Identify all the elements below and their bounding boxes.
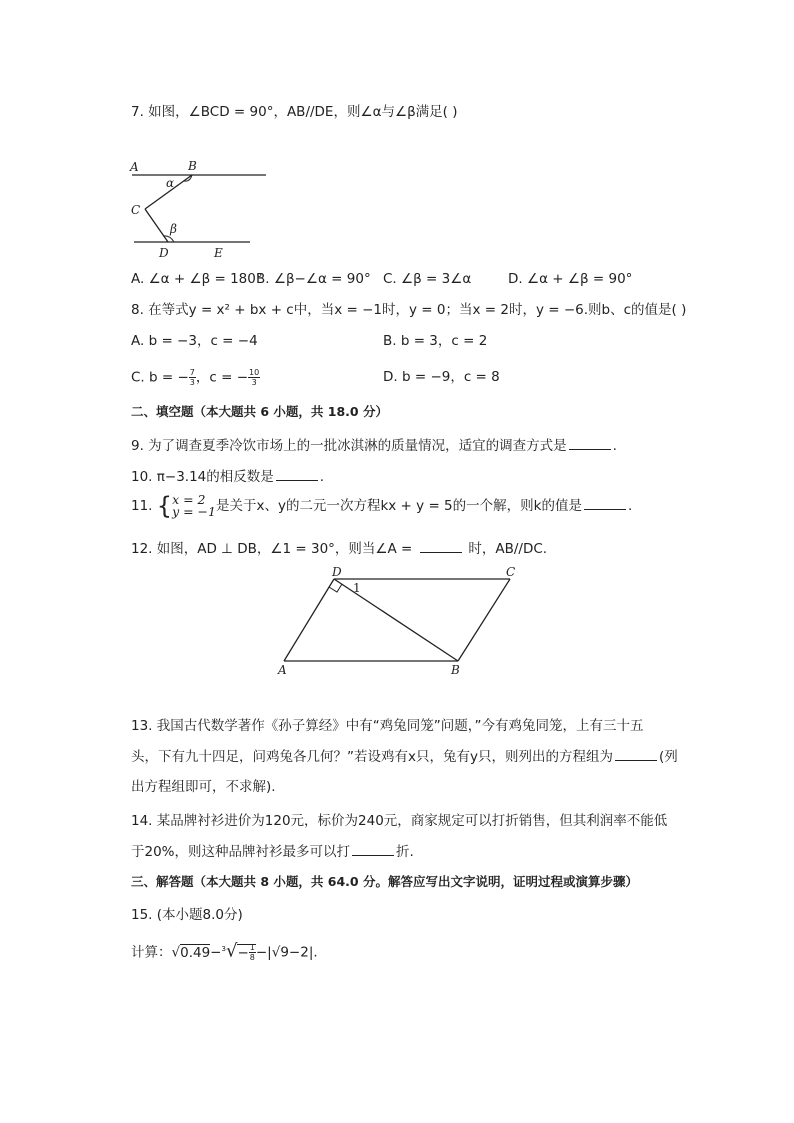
abs-open: −| [255,944,272,961]
cbrt-arg: − $\frac{1}{8}$ [237,943,255,962]
answer-blank [584,497,626,510]
q10 [131,468,324,486]
label-b: B [451,663,460,677]
sqrt-arg: 0.49 [180,944,211,961]
label-beta: β [170,222,177,236]
q11 [131,494,632,518]
label-b: B [188,159,197,173]
frac-num: 10 [249,368,260,377]
q11-text: 是关于x、y的二元一次方程kx + y = 5的一个解，则k的值是 [215,498,582,514]
sqrt-sign-2: √ [271,944,281,961]
q7-option-b: B. ∠β−∠α = 90° [256,271,371,287]
label-d: D [159,246,169,260]
answer-blank [352,843,394,856]
segment-bc [458,579,510,661]
q8-option-c [131,368,260,387]
q13-line3: 出方程组即可，不求解). [131,779,276,795]
q8-stem: 8. 在等式y = x² + bx + c中，当x = −1时，y = 0；当x = 2时，y = −6.则b、c的值是( ) [131,302,687,318]
q13-line1: 13. 我国古代数学著作《孙子算经》中有“鸡兔同笼”问题，”今有鸡兔同笼，上有三十五 [131,718,644,734]
q12-end: 时，AB//DC. [468,541,548,557]
frac-num: 1 [249,943,255,952]
q7-stem: 7. 如图，∠BCD = 90°，AB//DE，则∠α与∠β满足( ) [131,104,458,120]
section-2-heading: 二、填空题（本大题共 6 小题，共 18.0 分） [131,404,388,419]
q12-figure [276,564,526,679]
q7-option-c: C. ∠β = 3∠α [383,271,472,287]
q7-option-d: D. ∠α + ∠β = 90° [508,271,633,287]
q15-frac [249,943,256,962]
eq2: y = −1 [172,504,216,519]
q15-title: 15. (本小题8.0分) [131,907,243,923]
q10-end: . [319,469,325,485]
q13-line2-end: (列 [658,749,678,765]
label-e: E [214,246,223,260]
label-c: C [131,203,141,217]
q15-prefix: 计算： [131,944,172,961]
label-a: A [130,160,139,174]
q14-line2-end: 折. [396,844,414,860]
q14-line2 [131,843,414,861]
q9-text: 9. 为了调查夏季冷饮市场上的一批冰淇淋的质量情况，适宜的调查方式是 [131,438,567,454]
q8-option-b: B. b = 3，c = 2 [383,333,488,349]
answer-blank [569,437,611,450]
q14-line2-text: 于20%，则这种品牌衬衫最多可以打 [131,844,351,860]
q9 [131,437,617,455]
frac-num: 7 [189,368,195,377]
eq1: x = 2 [172,492,206,507]
section-3-heading: 三、解答题（本大题共 8 小题，共 64.0 分。解答应写出文字说明，证明过程或演算步骤） [131,874,638,889]
label-c: C [506,565,516,579]
segment-ad [284,579,334,661]
q12 [131,540,547,558]
minus-sign: − [210,944,222,961]
label-alpha: α [166,176,175,190]
q13-line2-text: 头，下有九十四足，问鸡兔各几何？”若设鸡有x只，兔有y只，则列出的方程组为 [131,749,613,765]
cbrt-sign: √ [225,940,238,962]
q9-end: . [612,438,617,454]
q8-c-mid: ，c = − [195,369,249,386]
q15-tail: 9−2|. [280,944,318,961]
q10-text: 10. π−3.14的相反数是 [131,469,274,485]
system-brace: { [156,492,173,520]
label-d: D [332,565,342,579]
label-angle-1: 1 [353,581,361,595]
frac-den: 8 [249,953,255,962]
equation-system [172,494,216,518]
q15-expression [131,936,318,966]
cube-index: 3 [221,945,226,953]
answer-blank [276,468,318,481]
q8-c-prefix: C. b = − [131,369,189,386]
frac-den: 3 [189,378,195,387]
q12-text: 12. 如图，AD ⊥ DB，∠1 = 30°，则当∠A = [131,541,413,557]
q13-line2 [131,748,678,766]
sqrt-sign: √ [171,944,181,961]
segment-cd [145,209,168,242]
q11-end: . [627,498,633,514]
q8-c-frac-c [248,368,260,387]
q8-option-d: D. b = −9，c = 8 [383,369,500,385]
q7-option-a: A. ∠α + ∠β = 180° [131,271,263,287]
answer-blank [420,540,462,553]
label-a: A [278,663,287,677]
answer-blank [615,748,657,761]
q11-num: 11. [131,498,153,514]
q7-figure [128,158,278,263]
q8-option-a: A. b = −3，c = −4 [131,333,258,349]
q14-line1: 14. 某品牌衬衫进价为120元，标价为240元，商家规定可以打折销售，但其利润率不能低 [131,813,668,829]
frac-den: 3 [251,378,257,387]
q8-c-frac-b [189,368,196,387]
